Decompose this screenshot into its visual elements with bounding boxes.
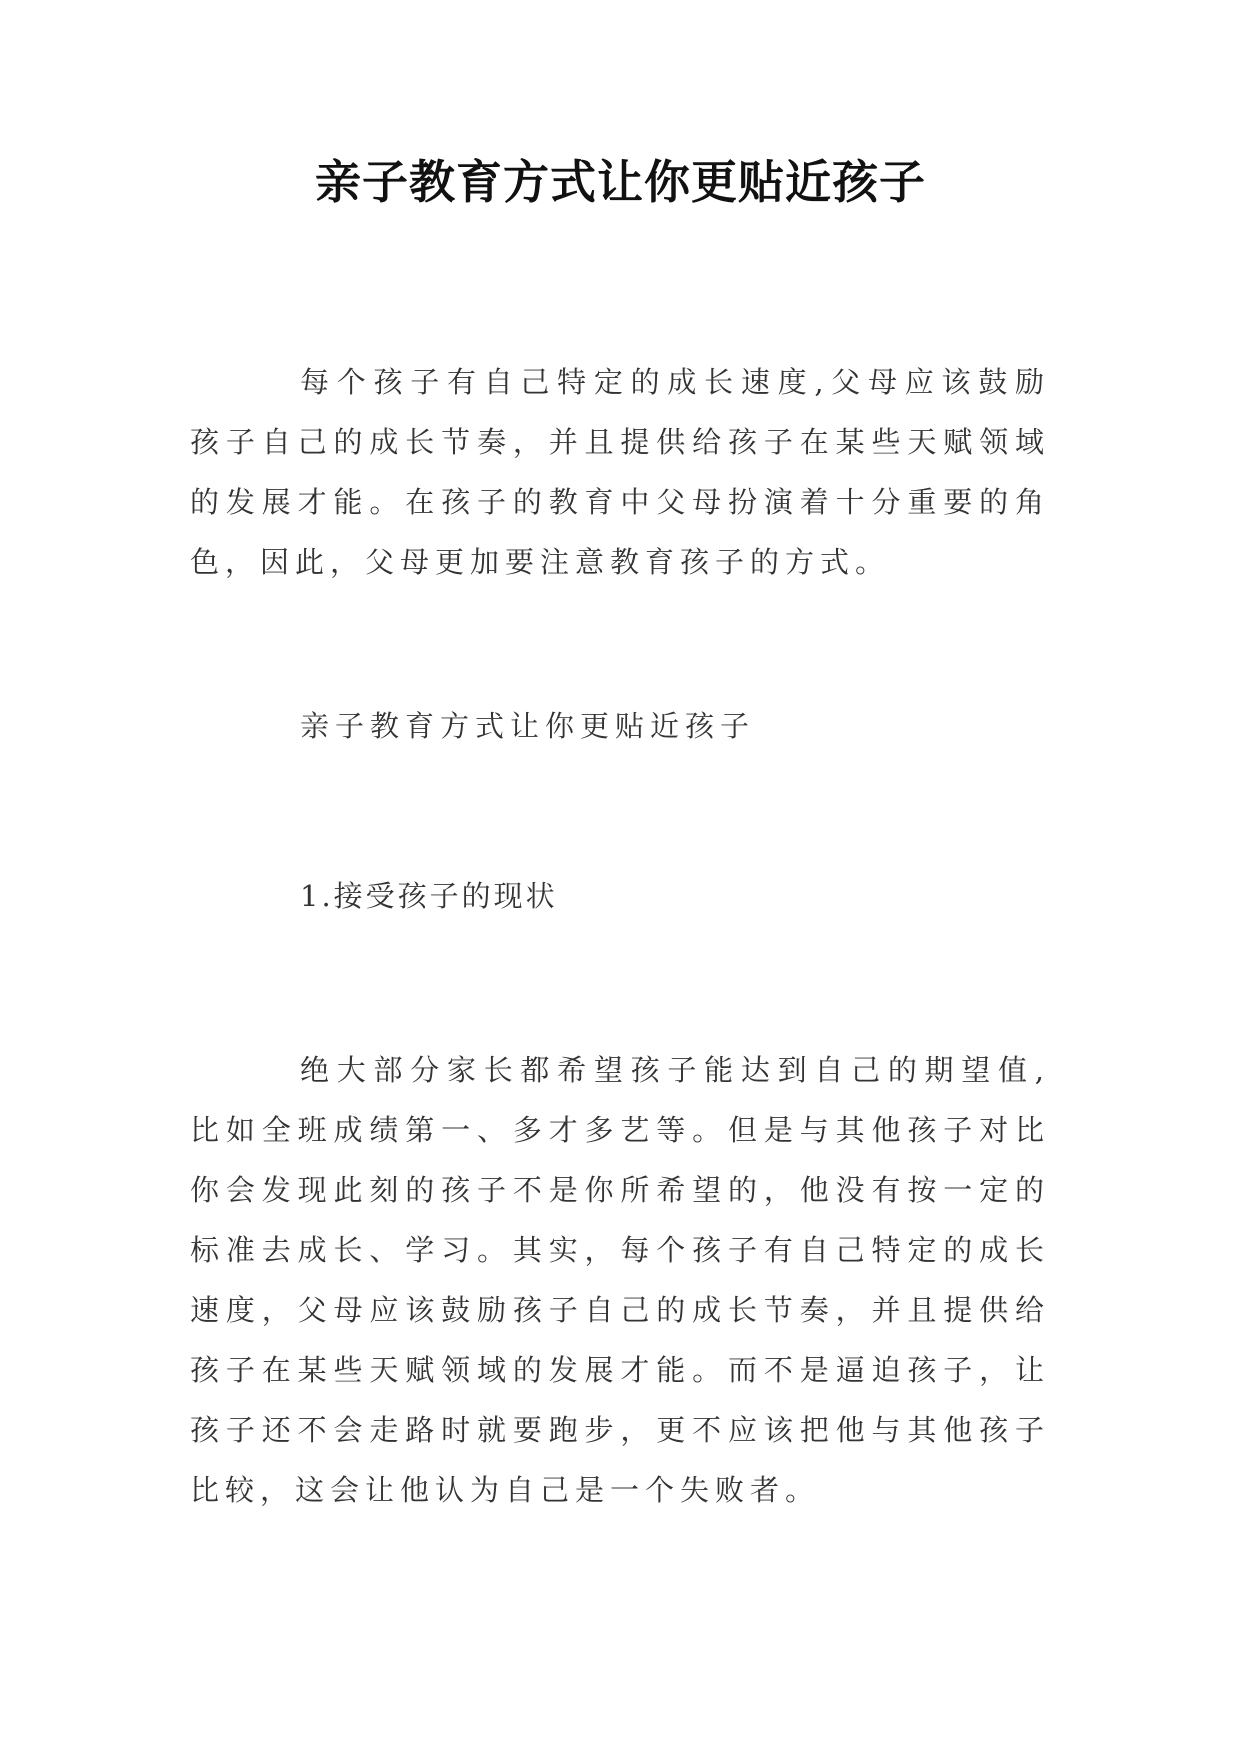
section-body-paragraph: 绝大部分家长都希望孩子能达到自己的期望值,比如全班成绩第一、多才多艺等。但是与其他孩子对比你会发现此刻的孩子不是你所希望的，他没有按一定的标准去成长、学习。其实，每个孩子有自己特定的成长速度，父母应该鼓励孩子自己的成长节奏，并且提供给孩子在某些天赋领域的发展才能。而不是逼迫孩子，让孩子还不会走路时就要跑步，更不应该把他与其他孩子比较，这会让他认为自己是一个失败者。: [190, 1053, 1050, 1507]
document-title: 亲子教育方式让你更贴近孩子: [315, 155, 926, 209]
section-heading: 1.接受孩子的现状: [300, 879, 558, 913]
subtitle-line: 亲子教育方式让你更贴近孩子: [300, 709, 756, 743]
intro-paragraph: 每个孩子有自己特定的成长速度,父母应该鼓励孩子自己的成长节奏，并且提供给孩子在某些天赋领域的发展才能。在孩子的教育中父母扮演着十分重要的角色，因此，父母更加要注意教育孩子的方式。: [190, 365, 1050, 579]
